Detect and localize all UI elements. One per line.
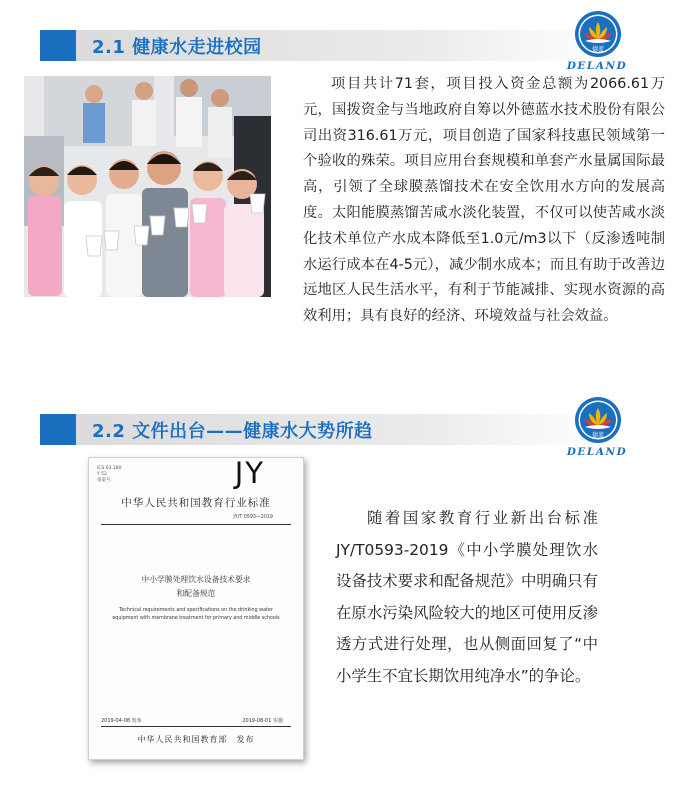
doc-issue-date: 2019-04-08 发布 — [101, 718, 142, 724]
school-children-photo — [24, 76, 271, 297]
doc-english-line2: equipment with membrane treatment for primary and middle schools — [112, 616, 280, 621]
doc-divider — [101, 524, 291, 525]
header-accent-bar — [40, 30, 76, 61]
svg-text:德蓝: 德蓝 — [591, 46, 605, 53]
header-accent-bar — [40, 414, 76, 445]
lotus-logo-icon — [574, 10, 622, 58]
deland-logo — [566, 10, 628, 72]
doc-title-line1: 中小学膜处理饮水设备技术要求 — [141, 575, 251, 584]
svg-text:德蓝: 德蓝 — [591, 432, 605, 439]
section-header-2 — [40, 414, 606, 445]
deland-logo — [566, 396, 628, 458]
section-title-2: 2.2 文件出台——健康水大势所趋 — [92, 421, 373, 442]
doc-ccs: Y 52 — [97, 472, 107, 477]
doc-impl-date: 2019-08-01 实施 — [242, 718, 283, 724]
section2-paragraph: 随着国家教育行业新出台标准JY/T0593-2019《中小学膜处理饮水设备技术要求和配备规范》中明确只有在原水污染风险较大的地区可使用反渗透方式进行处理，也从侧面回复了“中小学生不宜长期饮用纯净水”的争论。 — [336, 509, 598, 685]
section-title-1: 2.1 健康水走进校园 — [92, 37, 262, 58]
doc-standard-title: 中华人民共和国教育行业标准 — [121, 497, 271, 509]
section1-paragraph: 项目共计71套，项目投入资金总额为2066.61万元，国拨资金与当地政府自筹以外德蓝水技术股份有限公司出资316.61万元，项目创造了国家科技惠民领域第一个验收的殊荣。项目应用台套规模和单套产水量属国际最高，引领了全球膜蒸馏技术在安全饮用水方向的发展高度。太阳能膜蒸馏苦咸水淡化装置，不仅可以使苦咸水淡化技术单位产水成本降低至1.0元/m3以下（反渗透吨制水运行成本在4-5元），减少制水成本；而且有助于改善边远地区人民生活水平，有利于节能减排、实现水资源的高效利用；具有良好的经济、环境效益与社会效益。 — [303, 76, 665, 325]
lotus-logo-icon — [574, 396, 622, 444]
doc-issuer: 中华人民共和国教育部 发布 — [137, 735, 255, 744]
doc-title-line2: 和配备规范 — [176, 589, 216, 598]
doc-ics: ICS 03.180 — [97, 466, 122, 471]
doc-jy-mark: JY — [234, 456, 265, 490]
logo-brand-text: DELAND — [566, 446, 628, 458]
doc-english-line1: Technical requirements and specifications on the drinking water — [119, 608, 273, 613]
section-header-1 — [40, 30, 606, 61]
doc-record: 备案号： — [97, 478, 115, 483]
logo-brand-text: DELAND — [566, 60, 628, 72]
doc-code: JY/T 0593—2019 — [233, 515, 273, 520]
standard-document-cover — [88, 457, 304, 760]
doc-divider — [101, 726, 291, 727]
